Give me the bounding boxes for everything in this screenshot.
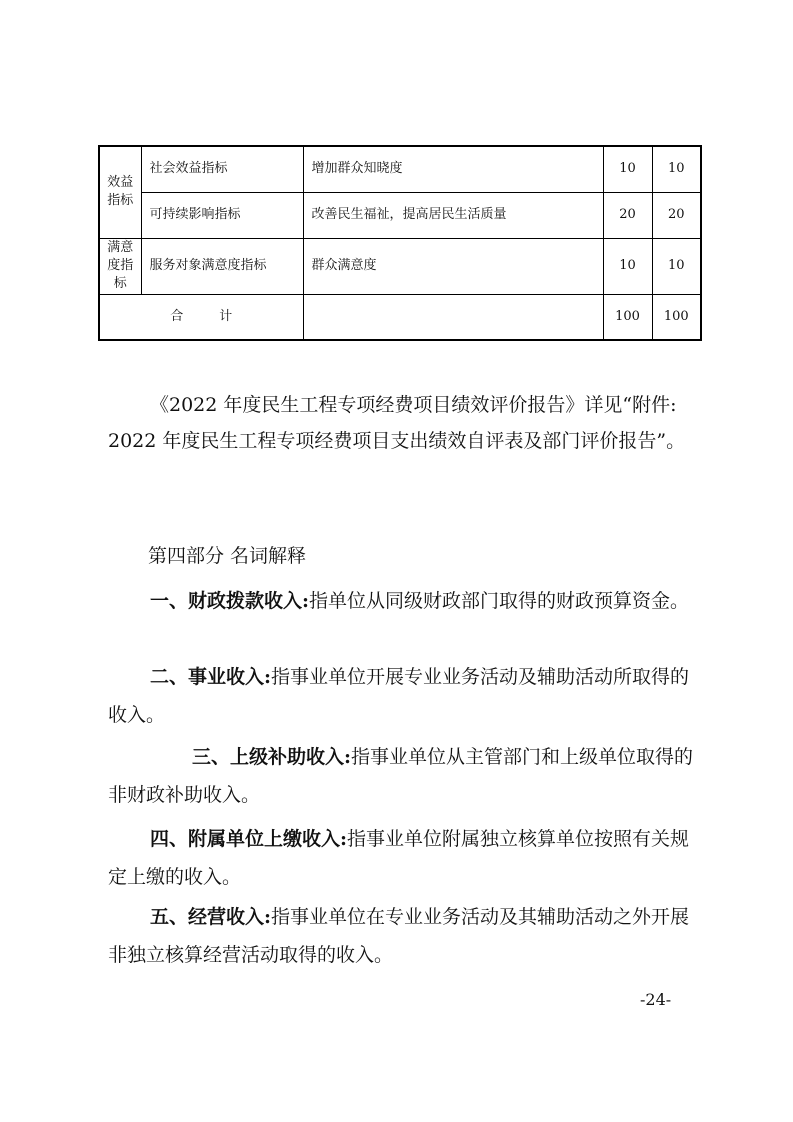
page-number: -24- <box>640 990 672 1009</box>
score-cell: 10 <box>603 146 652 192</box>
total-row <box>99 294 701 340</box>
indicator-cell: 可持续影响指标 <box>141 192 303 238</box>
term-definition: 五、经营收入:指事业单位在专业业务活动及其辅助活动之外开展非独立核算经营活动取得的收入。 <box>108 906 690 966</box>
category-cell: 效益 指标 <box>99 146 141 238</box>
score-cell: 20 <box>603 192 652 238</box>
score-cell: 10 <box>652 146 701 192</box>
total-score-cell: 100 <box>652 294 701 340</box>
category-cell: 满意 度指 标 <box>99 238 141 294</box>
table-row <box>99 238 701 294</box>
report-paragraph: 《2022 年度民生工程专项经费项目绩效评价报告》详见“附件: 2022 年度民生工程专项经费项目支出绩效自评表及部门评价报告”。 <box>108 394 686 452</box>
performance-table <box>98 145 702 341</box>
term-definition: 四、附属单位上缴收入:指事业单位附属独立核算单位按照有关规定上缴的收入。 <box>108 828 690 888</box>
indicator-cell: 社会效益指标 <box>141 146 303 192</box>
content-cell: 增加群众知晓度 <box>303 146 603 192</box>
score-cell: 10 <box>652 238 701 294</box>
total-score-cell: 100 <box>603 294 652 340</box>
total-content-cell <box>303 294 603 340</box>
section-heading: 第四部分 名词解释 <box>148 545 307 567</box>
indicator-cell: 服务对象满意度指标 <box>141 238 303 294</box>
content-cell: 改善民生福祉，提高居民生活质量 <box>303 192 603 238</box>
term-definition: 二、事业收入:指事业单位开展专业业务活动及辅助活动所取得的收入。 <box>108 666 690 726</box>
table-row <box>99 192 701 238</box>
content-cell: 群众满意度 <box>303 238 603 294</box>
term-definition: 三、上级补助收入:指事业单位从主管部门和上级单位取得的非财政补助收入。 <box>108 746 694 806</box>
total-label: 合 计 <box>99 294 303 340</box>
score-cell: 10 <box>603 238 652 294</box>
term-definition: 一、财政拨款收入:指单位从同级财政部门取得的财政预算资金。 <box>150 590 690 612</box>
score-cell: 20 <box>652 192 701 238</box>
table-row <box>99 146 701 192</box>
